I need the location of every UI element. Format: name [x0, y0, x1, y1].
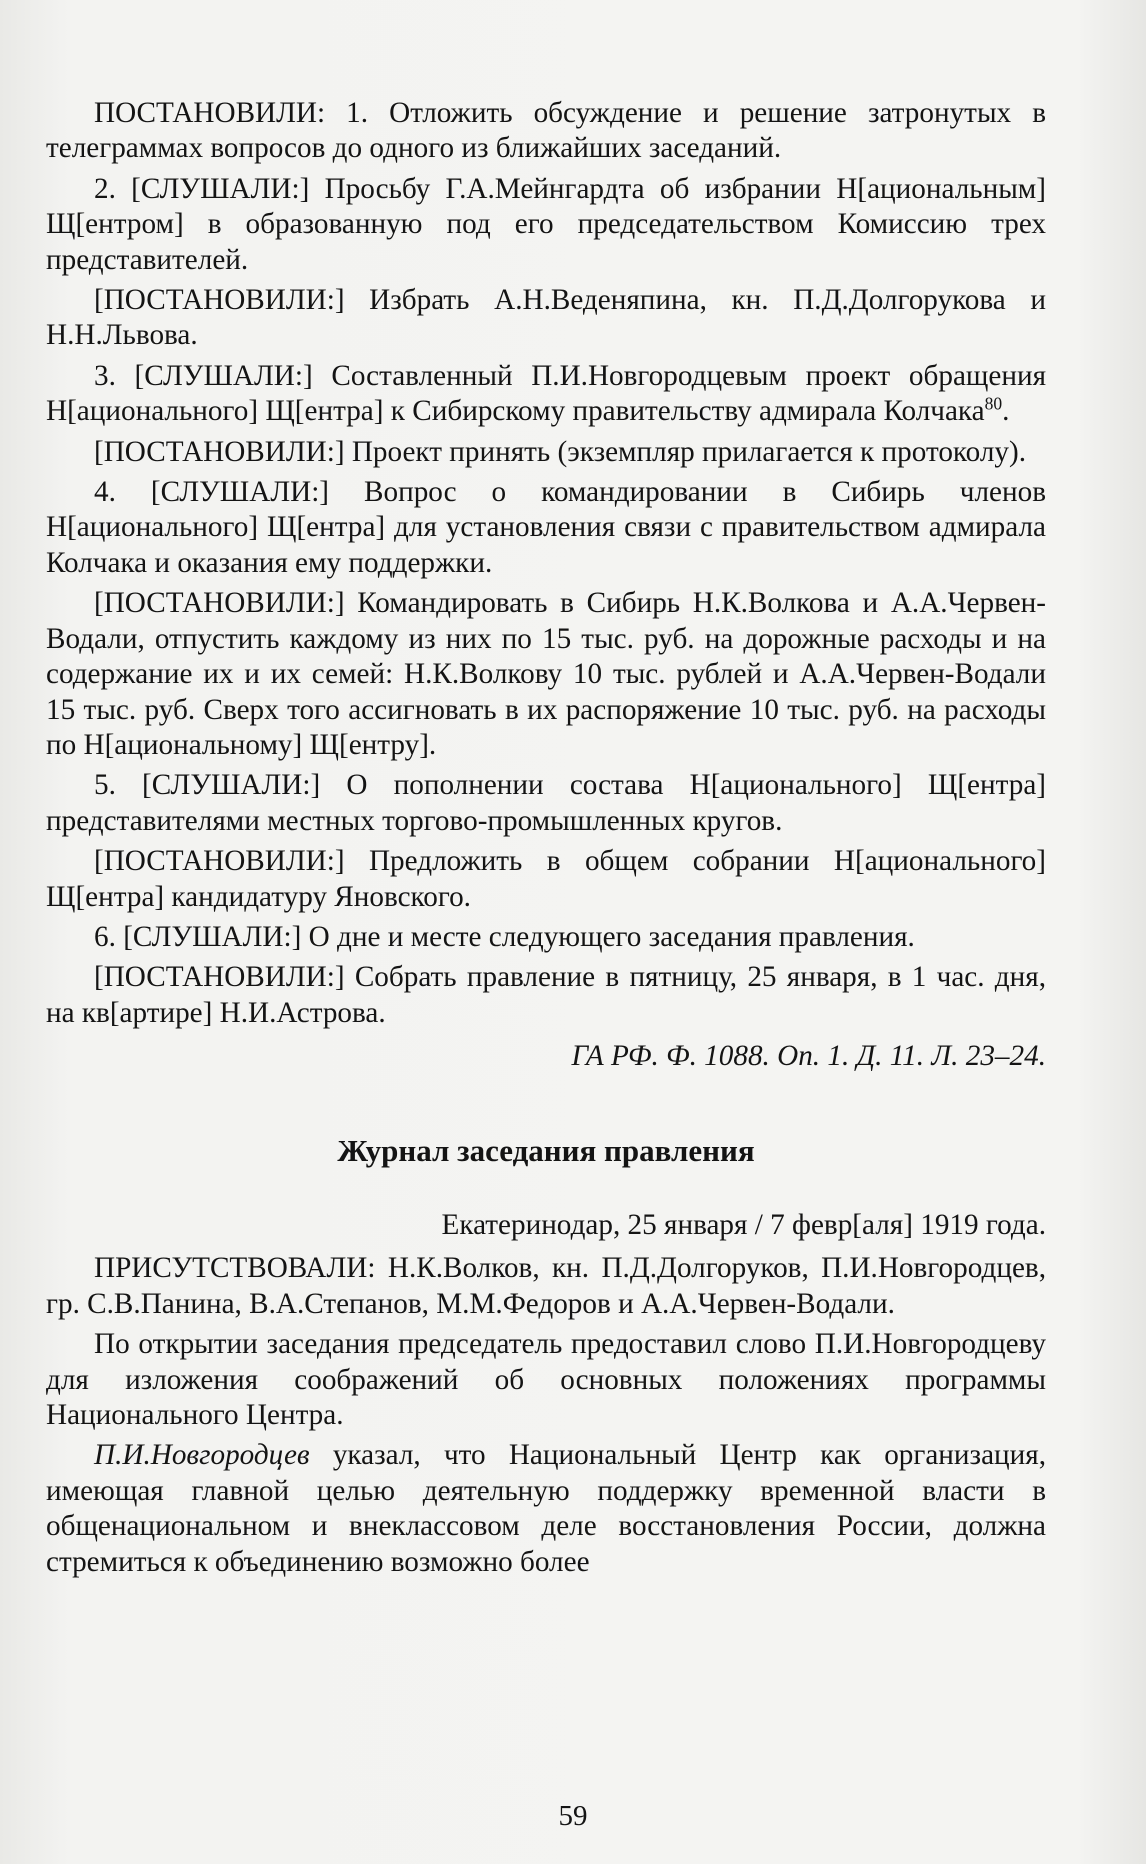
paragraph-heard-3-tail: . [1002, 395, 1010, 428]
paragraph-opening: По открытии заседания председатель предоставил слово П.И.Новгородцеву для изложения соображений об основных положениях программы Национального Центра. [46, 1328, 1046, 1431]
section-heading: Журнал заседания правления [337, 1132, 755, 1168]
paragraph-resolved-1: ПОСТАНОВИЛИ: 1. Отложить обсуждение и решение затронутых в телеграммах вопросов до одного из ближайших заседаний. [46, 97, 1046, 165]
paragraph-resolved-4: [ПОСТАНОВИЛИ:] Командировать в Сибирь Н.К.Волкова и А.А.Червен-Водали, отпустить каждому из них по 15 тыс. руб. на дорожные расходы и на содержание их и их семей: Н.К.Волкову 10 тыс. рублей и А.А.Червен-Водали 15 тыс. руб. Сверх того ассигновать в их распоряжение 10 тыс. руб. на расходы по Н[ациональному] Щ[ентру]. [46, 587, 1046, 761]
speaker-name: П.И.Новгородцев [94, 1439, 310, 1472]
page-number: 59 [558, 1800, 588, 1832]
paragraph-speech [46, 1438, 1046, 1580]
paragraph-heard-2: 2. [СЛУШАЛИ:] Просьбу Г.А.Мейнгардта об избрании Н[ациональным] Щ[ентром] в образованную под его председательством Комиссию трех представителей. [46, 172, 1046, 276]
paragraph-resolved-5: [ПОСТАНОВИЛИ:] Предложить в общем собрании Н[ационального] Щ[ентра] кандидатуру Яновского. [46, 845, 1046, 913]
paragraph-present: ПРИСУТСТВОВАЛИ: Н.К.Волков, кн. П.Д.Долгоруков, П.И.Новгородцев, гр. С.В.Панина, В.А.Степанов, М.М.Федоров и А.А.Червен-Водали. [46, 1252, 1046, 1320]
paragraph-heard-5: 5. [СЛУШАЛИ:] О пополнении состава Н[ационального] Щ[ентра] представителями местных торгово-промышленных кругов. [46, 769, 1046, 837]
archive-source: ГА РФ. Ф. 1088. Оп. 1. Д. 11. Л. 23–24. [571, 1040, 1046, 1073]
speech-text: указал, что Национальный Центр как организация, имеющая главной целью деятельную поддержку временной власти в общенациональном и внеклассовом деле восстановления России, должна стремиться к объединению возможно более [46, 1439, 1046, 1578]
paragraph-resolved-6: [ПОСТАНОВИЛИ:] Собрать правление в пятницу, 25 января, в 1 час. дня, на кв[артире] Н.И.Астрова. [46, 961, 1046, 1029]
paragraph-heard-3 [46, 359, 1046, 430]
paragraph-resolved-2: [ПОСТАНОВИЛИ:] Избрать А.Н.Веденяпина, кн. П.Д.Долгорукова и Н.Н.Львова. [46, 284, 1046, 352]
footnote-ref: 80 [984, 393, 1003, 414]
paragraph-heard-6: 6. [СЛУШАЛИ:] О дне и месте следующего заседания правления. [94, 920, 915, 953]
paragraph-resolved-3: [ПОСТАНОВИЛИ:] Проект принять (экземпляр прилагается к протоколу). [94, 435, 1026, 468]
dateline: Екатеринодар, 25 января / 7 февр[аля] 1919 года. [441, 1208, 1046, 1241]
paragraph-heard-3-text: 3. [СЛУШАЛИ:] Составленный П.И.Новгородцевым проект обращения Н[ационального] Щ[ентра] к Сибирскому правительству адмирала Колчака [46, 359, 1046, 428]
paragraph-heard-4: 4. [СЛУШАЛИ:] Вопрос о командировании в Сибирь членов Н[ационального] Щ[ентра] для установления связи с правительством адмирала Колчака и оказания ему поддержки. [46, 476, 1046, 579]
text-column [46, 96, 1046, 1585]
